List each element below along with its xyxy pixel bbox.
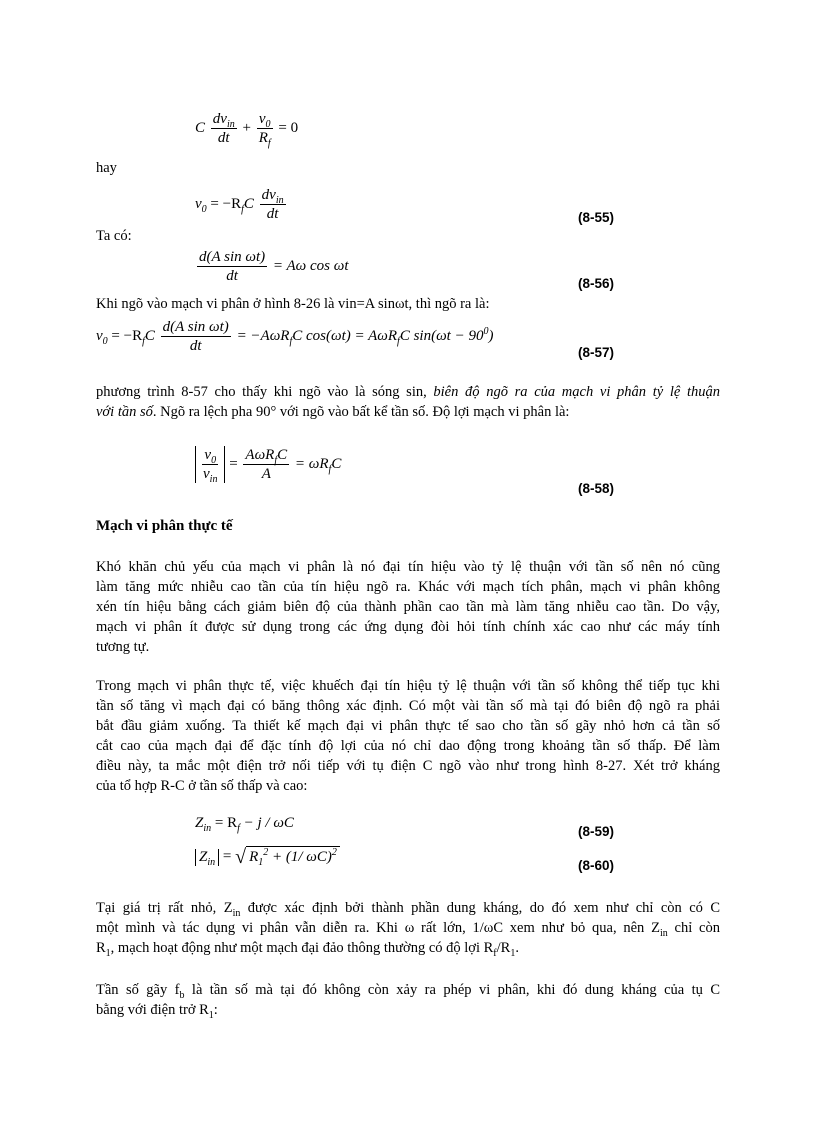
- equation-8-60: $Z_{in}$ = √ $R_1^2 + (1/$ ωC)$^2$: [195, 846, 340, 868]
- paragraph-after-8-57: phương trình 8-57 cho thấy khi ngõ vào là sóng sin, biên độ ngõ ra của mạch vi phân tỷ lệ thuận với tần số. Ngõ ra lệch pha 90° với ngõ vào bất kể tần số. Độ lợi mạch vi phân là:: [96, 384, 720, 420]
- equation-8-57: $v_0 = -R_fC$ $\frac{\text{d(A sin ωt)}}{dt}$ = −AωR$_f$C cos(ωt) = AωR$_f$C $\sin(\omega t - 90^0)$: [96, 319, 494, 354]
- paragraph-4: Tần số gãy $f_b$ là tần số mà tại đó không còn xảy ra phép vi phân, khi đó dung kháng của tụ C bằng với điện trở $R_1$:: [96, 982, 720, 1021]
- label-8-59: (8-59): [578, 824, 615, 839]
- paragraph-3: Tại giá trị rất nhỏ, $Z_{in}$ được xác định bởi thành phần dung kháng, do đó xem như chỉ còn có C một mình và tác dụng vi phân vẫn diễn ra. Khi ω rất lớn, 1/ωC xem như bỏ qua, nên $Z_{in}$ chỉ còn $R_1$, mạch hoạt động như một mạch đại đảo thông thường có độ lợi $R_f/R_1$.: [96, 900, 720, 959]
- label-8-60: (8-60): [578, 858, 615, 873]
- eq-856-fraction: $\frac{\text{d(A sin ωt)}}{dt}$: [199, 249, 266, 284]
- text-ta-co: Ta có:: [96, 228, 132, 244]
- equation-8-59: $Z_{in} = R_f - j / \omega C$: [195, 815, 294, 834]
- equation-top: C $\frac{dv_{in}}{dt}$ + $\frac{v_0}{R_f}$ = 0: [195, 111, 299, 149]
- paragraph-1: Khó khăn chủ yếu của mạch vi phân là nó đại tín hiệu vào tỷ lệ thuận với tần số nên nó cũng làm tăng mức nhiễu cao tần của tín hiệu ngõ ra. Khác với mạch tích phân, mạch vi phân không xén tín hiệu bằng cách giảm biên độ của thành phần cao tần mà làm tăng nhiễu cao tần. Do vậy, mạch vi phân ít được sử dụng trong các ứng dụng đòi hỏi tính chính xác cao như các máy tính tương tự.: [96, 559, 720, 655]
- text-hay: hay: [96, 160, 117, 176]
- eq-860-absolute-value: $Z_{in}$: [195, 849, 219, 866]
- equation-8-55: $v_0 = -R_fC$ $\frac{dv_{in}}{dt}$: [195, 187, 284, 222]
- eq-855-fraction: $\frac{dv_{in}}{dt}$: [261, 187, 284, 222]
- eq-top-c: C: [195, 119, 206, 136]
- heading-practical-differentiator: Mạch vi phân thực tế: [96, 518, 233, 534]
- eq-858-absolute-value: $\frac{v_0}{v_{in}}$: [195, 446, 225, 483]
- eq-top-fraction-1: $\frac{dv_{in}}{dt}$: [212, 111, 235, 146]
- label-8-56: (8-56): [578, 276, 615, 291]
- eq-858-fraction: $\frac{A\omega R_fC}{A}$: [245, 447, 288, 482]
- label-8-55: (8-55): [578, 210, 615, 225]
- eq-860-square-root: √ $R_1^2 + (1/$ ωC)$^2$: [235, 846, 340, 868]
- equation-8-56: $\frac{\text{d(A sin ωt)}}{dt}$ = Aω cos ωt: [199, 249, 349, 284]
- paragraph-2: Trong mạch vi phân thực tế, việc khuếch đại tín hiệu tỷ lệ thuận với tần số không thể tiếp tục khi tần số tăng vì mạch đại có băng thông xác định. Có một vài tần số mà tại đó biên độ ngõ ra phải bắt đầu giảm xuống. Ta thiết kế mạch đại vi phân thực tế sao cho tần số gãy nhỏ hơn cả tần số cắt cao của mạch đại để đặc tính độ lợi của nó chỉ dao động trong khoảng tần số thấp. Để làm điều này, ta mắc một điện trở nối tiếp với tụ điện C ngõ vào như trong hình 8-27. Xét trở kháng của tổ hợp R-C ở tần số thấp và cao:: [96, 678, 720, 794]
- eq-857-fraction: $\frac{\text{d(A sin ωt)}}{dt}$: [162, 319, 229, 354]
- label-8-58: (8-58): [578, 481, 615, 496]
- label-8-57: (8-57): [578, 345, 615, 360]
- eq-top-fraction-2: $\frac{v_0}{R_f}$: [258, 111, 271, 149]
- equation-8-58: $\frac{v_0}{v_{in}}$ = $\frac{A\omega R_fC}{A}$ = $\omega R_fC$: [195, 446, 341, 483]
- text-intro-8-57: Khi ngõ vào mạch vi phân ở hình 8-26 là vin=A sinωt, thì ngõ ra là:: [96, 296, 490, 312]
